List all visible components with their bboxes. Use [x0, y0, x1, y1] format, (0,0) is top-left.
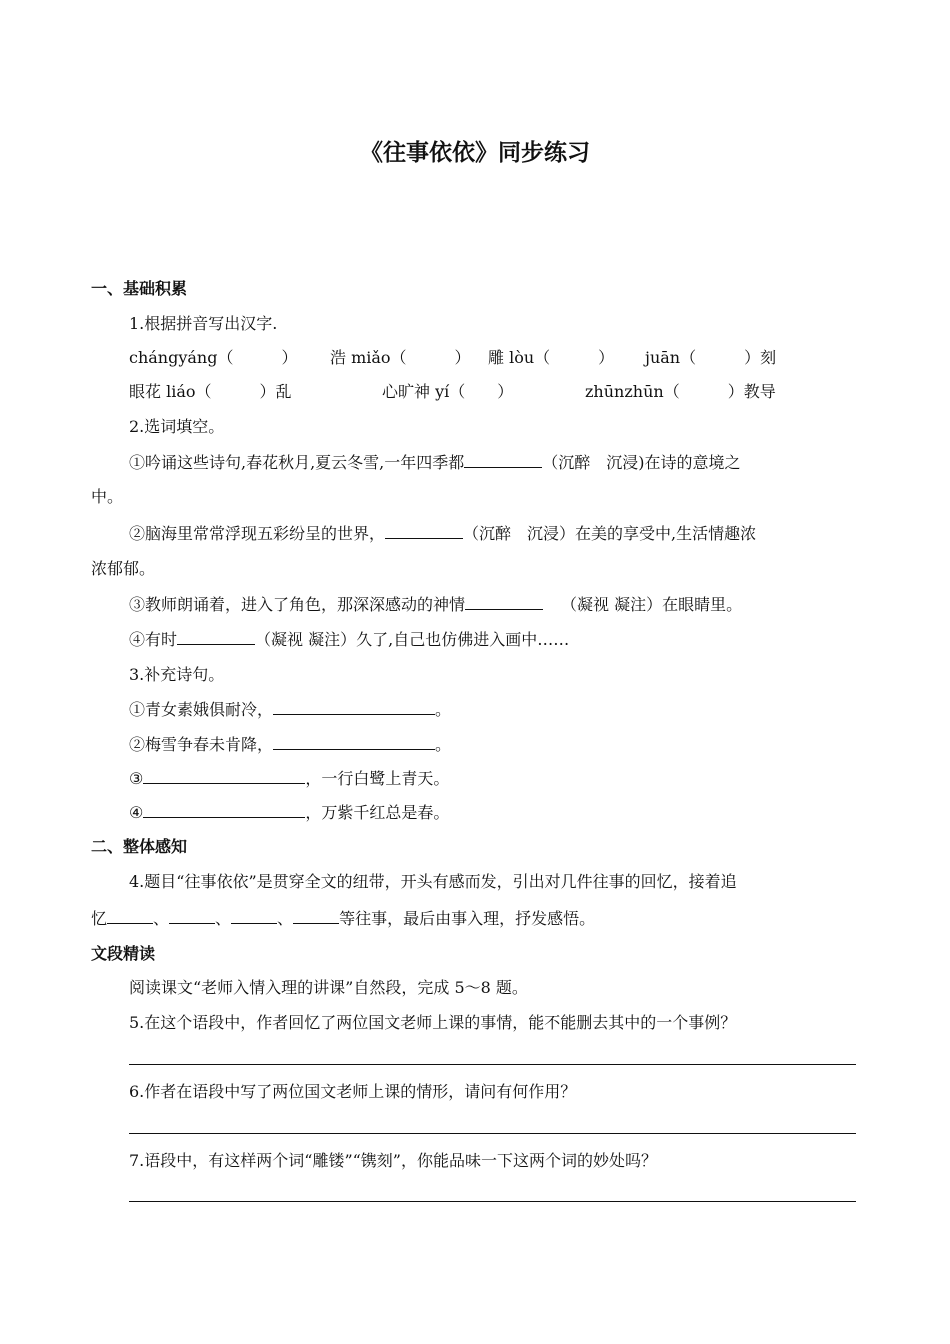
fill-blank[interactable] — [385, 522, 463, 539]
question-4-cont — [91, 907, 595, 929]
page-title: 《往事依依》同步练习 — [360, 140, 590, 166]
word-choice: （凝视 凝注）在眼睛里。 — [561, 595, 743, 614]
fill-blank[interactable] — [177, 628, 255, 645]
question-2-item-1-text: ①吟诵这些诗句,春花秋月,夏云冬雪,一年四季都 — [129, 453, 465, 472]
fill-blank[interactable] — [143, 801, 305, 818]
question-2-item-4 — [129, 628, 569, 650]
poem-line-2-text: ②梅雪争春未肯降， — [129, 735, 274, 754]
period: 。 — [435, 700, 452, 719]
section-heading-overall: 二、整体感知 — [91, 837, 188, 856]
word-choice: （沉醉 沉浸）在美的享受中,生活情趣浓 — [463, 524, 757, 543]
question-3: 3.补充诗句。 — [129, 665, 225, 684]
pinyin-item-2: 浩 miǎo（ ） — [330, 348, 471, 367]
poem-line-3-num: ③ — [129, 769, 144, 788]
period: 。 — [435, 735, 452, 754]
question-2-item-4-text: ④有时 — [129, 630, 178, 649]
poem-line-4-num: ④ — [129, 803, 144, 822]
pinyin-item-4: juān（ ）刻 — [645, 348, 777, 367]
fill-blank[interactable] — [464, 451, 542, 468]
fill-blank[interactable] — [169, 907, 215, 924]
section-heading-basic: 一、基础积累 — [91, 279, 188, 298]
poem-line-1-text: ①青女素娥俱耐冷， — [129, 700, 274, 719]
question-2-item-2-cont: 浓郁郁。 — [91, 559, 156, 578]
question-7: 7.语段中，有这样两个词“雕镂”“镌刻”，你能品味一下这两个词的妙处吗？ — [129, 1151, 657, 1170]
poem-line-4 — [129, 801, 449, 823]
question-5: 5.在这个语段中，作者回忆了两位国文老师上课的事情，能不能删去其中的一个事例？ — [129, 1013, 737, 1032]
fill-blank[interactable] — [143, 767, 305, 784]
question-6: 6.作者在语段中写了两位国文老师上课的情形，请问有何作用？ — [129, 1082, 577, 1101]
separator: 、 — [215, 909, 232, 928]
fill-blank[interactable] — [293, 907, 339, 924]
question-2: 2.选词填空。 — [129, 417, 225, 436]
question-4-suffix: 等往事，最后由事入理，抒发感悟。 — [339, 909, 596, 928]
question-4-prefix: 忆 — [91, 909, 108, 928]
pinyin-item-5: 眼花 liáo（ ）乱 — [129, 382, 292, 401]
poem-line-2 — [129, 733, 451, 755]
question-1: 1.根据拼音写出汉字. — [129, 314, 278, 333]
poem-line-4-text: ，万紫千红总是春。 — [305, 803, 450, 822]
question-2-item-3-text: ③教师朗诵着，进入了角色，那深深感动的神情 — [129, 595, 466, 614]
question-2-item-1 — [129, 451, 741, 473]
answer-line[interactable] — [129, 1133, 856, 1134]
question-2-item-2 — [129, 522, 756, 544]
word-choice: （凝视 凝注）久了,自己也仿佛进入画中…… — [255, 630, 570, 649]
pinyin-item-6: 心旷神 yí（ ） — [382, 382, 514, 401]
pinyin-item-1: chángyáng（ ） — [129, 348, 298, 367]
section-heading-reading: 文段精读 — [91, 944, 156, 963]
reading-intro: 阅读课文“老师入情入理的讲课”自然段，完成 5～8 题。 — [129, 978, 528, 997]
fill-blank[interactable] — [231, 907, 277, 924]
word-choice: （沉醉 沉浸)在诗的意境之 — [542, 453, 741, 472]
fill-blank[interactable] — [465, 593, 543, 610]
separator: 、 — [153, 909, 170, 928]
question-4: 4.题目“往事依依”是贯穿全文的纽带，开头有感而发，引出对几件往事的回忆，接着追 — [129, 872, 737, 891]
pinyin-item-3: 雕 lòu（ ） — [488, 348, 615, 367]
question-2-item-2-text: ②脑海里常常浮现五彩纷呈的世界， — [129, 524, 386, 543]
answer-line[interactable] — [129, 1064, 856, 1065]
poem-line-3-text: ，一行白鹭上青天。 — [305, 769, 450, 788]
fill-blank[interactable] — [273, 698, 435, 715]
fill-blank[interactable] — [107, 907, 153, 924]
separator: 、 — [277, 909, 294, 928]
fill-blank[interactable] — [273, 733, 435, 750]
question-2-item-3 — [129, 593, 742, 615]
answer-line[interactable] — [129, 1201, 856, 1202]
poem-line-1 — [129, 698, 451, 720]
question-2-item-1-cont: 中。 — [91, 487, 124, 506]
poem-line-3 — [129, 767, 449, 789]
pinyin-item-7: zhūnzhūn（ ）教导 — [585, 382, 776, 401]
